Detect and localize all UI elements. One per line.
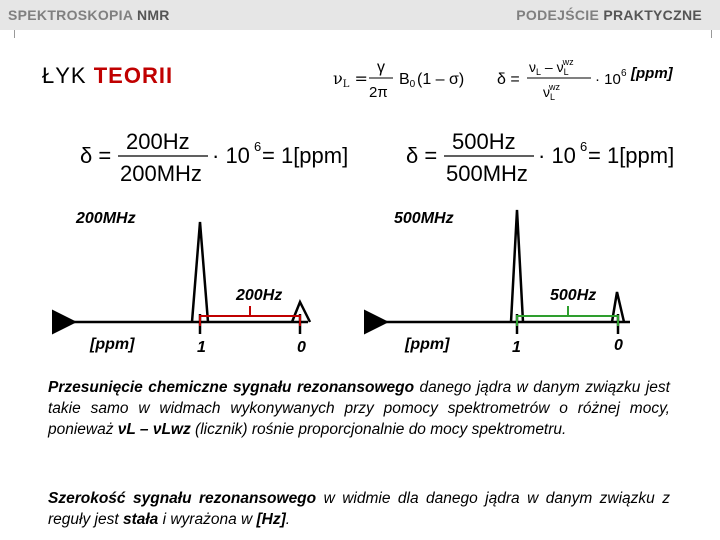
- b0-symbol: B0: [399, 71, 416, 90]
- header-left-plain: SPEKTROSKOPIA: [8, 7, 133, 23]
- mult-200: · 10: [212, 143, 250, 168]
- formula-500: [402, 125, 675, 186]
- para2-text: w widmie dla danego jądra w danym związku z reguły jest: [48, 490, 670, 528]
- paragraph-width: [48, 488, 670, 530]
- header-right: [516, 7, 702, 23]
- exp-top: 6: [621, 68, 627, 79]
- title-plain: ŁYK: [42, 63, 87, 88]
- tick-label-0-500: 0: [614, 337, 623, 354]
- exp-500: 6: [580, 139, 588, 154]
- axis-unit-500: [ppm]: [405, 336, 450, 353]
- para2-hz: [Hz]: [256, 511, 286, 528]
- peak-tall-500: [511, 210, 523, 322]
- den-top: $\nu_Lwz$: [543, 82, 561, 102]
- den-500: 500MHz: [446, 161, 528, 186]
- tick-label-1-200: 1: [197, 339, 206, 356]
- para2-text2: i wyrażona w: [158, 511, 257, 528]
- label-500hz: 500Hz: [550, 287, 597, 304]
- result-200: = 1[ppm]: [262, 143, 349, 168]
- gamma-symbol: γ: [377, 59, 385, 76]
- delta-500: δ =: [406, 143, 438, 168]
- para2-period: .: [285, 511, 291, 528]
- para1-formula: νL – νLwz: [117, 421, 191, 438]
- den-200: 200MHz: [120, 161, 202, 186]
- mult-top: · 10: [595, 71, 621, 88]
- header-left-bold: NMR: [136, 7, 170, 23]
- paren-term: (1 – σ): [417, 71, 465, 88]
- slide-title: [42, 63, 173, 89]
- num-200: 200Hz: [126, 129, 190, 154]
- unit-top: [ppm]: [631, 65, 673, 82]
- formula-top: [325, 48, 695, 108]
- header-bar: [0, 0, 720, 30]
- axis-unit-200: [ppm]: [90, 336, 135, 353]
- paragraph-chemical-shift: [48, 377, 670, 440]
- tick-label-0-200: 0: [297, 339, 306, 356]
- result-500: = 1[ppm]: [588, 143, 675, 168]
- exp-200: 6: [254, 139, 262, 154]
- header-right-plain: PODEJŚCIE: [516, 7, 600, 23]
- header-right-bold: PRAKTYCZNE: [603, 7, 702, 23]
- para1-end: (licznik) rośnie proporcjonalnie do mocy spektrometru.: [190, 421, 567, 438]
- para1-bold: Przesunięcie chemiczne sygnału rezonansowego: [48, 379, 415, 396]
- frame-lines: [14, 30, 712, 38]
- para2-stala: stała: [122, 511, 159, 528]
- para2-bold: Szerokość sygnału rezonansowego: [48, 490, 317, 507]
- formula-200: [76, 125, 349, 186]
- two-pi: 2π: [369, 84, 388, 101]
- title-red: TEORII: [93, 63, 174, 88]
- label-500mhz: 500MHz: [394, 210, 454, 227]
- num-top: $\nu_L - \nu_Lwz$: [529, 57, 574, 77]
- tick-label-1-500: 1: [512, 339, 521, 356]
- mult-500: · 10: [538, 143, 576, 168]
- label-200hz: 200Hz: [236, 287, 283, 304]
- header-left: [8, 7, 170, 23]
- peak-tall-200: [192, 222, 208, 322]
- delta-top: δ =: [497, 71, 520, 88]
- num-500: 500Hz: [452, 129, 516, 154]
- delta-200: δ =: [80, 143, 112, 168]
- para1-text: danego jądra w danym związku jest takie samo w widmach wykonywanych przy pomocy spektrometrów o różnej mocy, ponieważ: [48, 379, 670, 438]
- label-200mhz: 200MHz: [76, 210, 136, 227]
- nu-l-left: νL =: [333, 69, 368, 90]
